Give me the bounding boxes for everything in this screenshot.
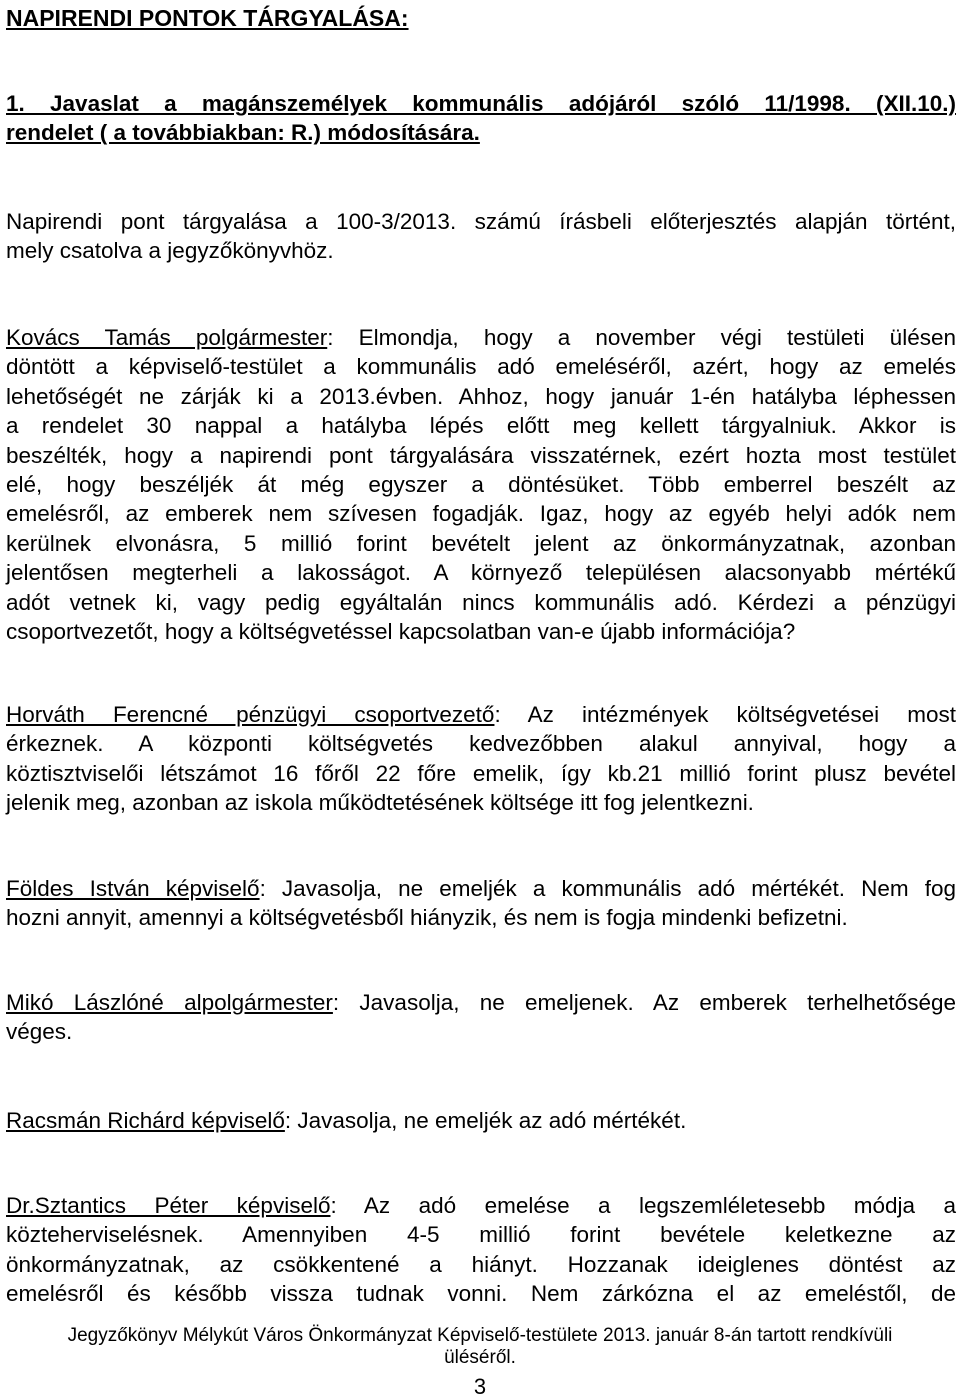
speech-first-line [6, 323, 956, 352]
speaker-name: Földes István képviselő [6, 876, 260, 901]
page-footer [0, 1325, 960, 1369]
agenda-item-line: 1. Javaslat a magánszemélyek kommunális adójáról szóló 11/1998. (XII.10.) [6, 91, 956, 116]
page-number: 3 [473, 1374, 487, 1399]
speech-line: beszélték, hogy a napirendi pont tárgyalására visszatérnek, ezért hozta most testület [6, 442, 956, 468]
speech-paragraph [6, 874, 956, 933]
speech-line: jelentősen megterheli a lakosságot. A környező településen alacsonyabb mértékű [6, 560, 956, 586]
speech-line: emelésről, az emberek nem szívesen fogadják. Igaz, hogy az egyéb helyi adók nem [6, 501, 956, 527]
speech-line: véges. [6, 1019, 73, 1045]
speech-line: önkormányzatnak, az csökkentené a hiányt. Hozzanak ideiglenes döntést az [6, 1251, 956, 1277]
speech-paragraph [6, 1191, 956, 1309]
speech-text: : Az intézmények költségvetései most [494, 702, 956, 727]
speech-line: érkeznek. A központi költségvetés kedvezőbben alakul annyival, hogy a [6, 731, 956, 757]
speech-text: : Az adó emelése a legszemléletesebb módja a [330, 1193, 957, 1218]
speech-line: köztisztviselői létszámot 16 főről 22 főre emelik, így kb.21 millió forint plusz bevétel [6, 760, 956, 786]
speech-line: hozni annyit, amennyi a költségvetésből hiányzik, és nem is fogja mindenki befizetni. [6, 905, 848, 931]
speech-text: : Javasolja, ne emeljék az adó mértékét. [284, 1108, 687, 1133]
speech-first-line [6, 874, 956, 903]
speaker-name: Racsmán Richárd képviselő [6, 1108, 285, 1133]
intro-paragraph [6, 207, 956, 266]
speech-text: : Javasolja, ne emeljenek. Az emberek terhelhetősége [332, 990, 956, 1015]
speech-first-line [6, 1106, 956, 1135]
footer-line: üléséről. [444, 1347, 516, 1368]
speech-line: adót vetnek ki, vagy pedig egyáltalán nincs kommunális adó. Kérdezi a pénzügyi [6, 589, 956, 615]
speech-text: : Elmondja, hogy a november végi testületi ülésen [327, 325, 956, 350]
footer-line: Jegyzőkönyv Mélykút Város Önkormányzat Képviselő-testülete 2013. január 8-án tartott rendkívüli [67, 1325, 893, 1346]
speech-paragraph [6, 323, 956, 646]
section-heading: NAPIRENDI PONTOK TÁRGYALÁSA: [6, 5, 409, 31]
speech-line: lehetőségét ne zárják ki a 2013.évben. Ahhoz, hogy január 1-én hatályba léphessen [6, 383, 956, 409]
speaker-name: Mikó Lászlóné alpolgármester [6, 990, 333, 1015]
speech-paragraph [6, 1106, 956, 1135]
speech-line: csoportvezetőt, hogy a költségvetéssel kapcsolatban van-e újabb információja? [6, 618, 796, 644]
intro-line: Napirendi pont tárgyalása a 100-3/2013. számú írásbeli előterjesztés alapján történt, [6, 209, 956, 234]
speech-text: : Javasolja, ne emeljék a kommunális adó mértékét. Nem fog [259, 876, 956, 901]
speaker-name: Kovács Tamás polgármester [6, 325, 328, 350]
speech-line: közteherviselésnek. Amennyiben 4-5 millió forint bevétele keletkezne az [6, 1222, 956, 1248]
speech-paragraph [6, 700, 956, 818]
speaker-name: Horváth Ferencné pénzügyi csoportvezető [6, 702, 495, 727]
speech-first-line [6, 1191, 956, 1220]
speech-line: döntött a képviselő-testület a kommunális adó emeléséről, azért, hogy az emelés [6, 354, 956, 380]
agenda-item [6, 89, 956, 148]
intro-line: mely csatolva a jegyzőkönyvhöz. [6, 238, 334, 264]
speech-first-line [6, 988, 956, 1017]
agenda-item-line: rendelet ( a továbbiakban: R.) módosítására. [6, 120, 480, 146]
speech-first-line [6, 700, 956, 729]
speech-line: elé, hogy beszéljék át még egyszer a döntésüket. Több emberrel beszélt az [6, 471, 956, 497]
speech-line: emelésről és később vissza tudnak vonni. Nem zárkózna el az emeléstől, de [6, 1281, 956, 1307]
speaker-name: Dr.Sztantics Péter képviselő [6, 1193, 331, 1218]
speech-line: jelenik meg, azonban az iskola működtetésének költsége itt fog jelentkezni. [6, 790, 754, 816]
speech-line: a rendelet 30 nappal a hatályba lépés előtt meg kellett tárgyalniuk. Akkor is [6, 413, 956, 439]
speech-line: kerülnek elvonásra, 5 millió forint bevételt jelent az önkormányzatnak, azonban [6, 530, 956, 556]
speech-paragraph [6, 988, 956, 1047]
